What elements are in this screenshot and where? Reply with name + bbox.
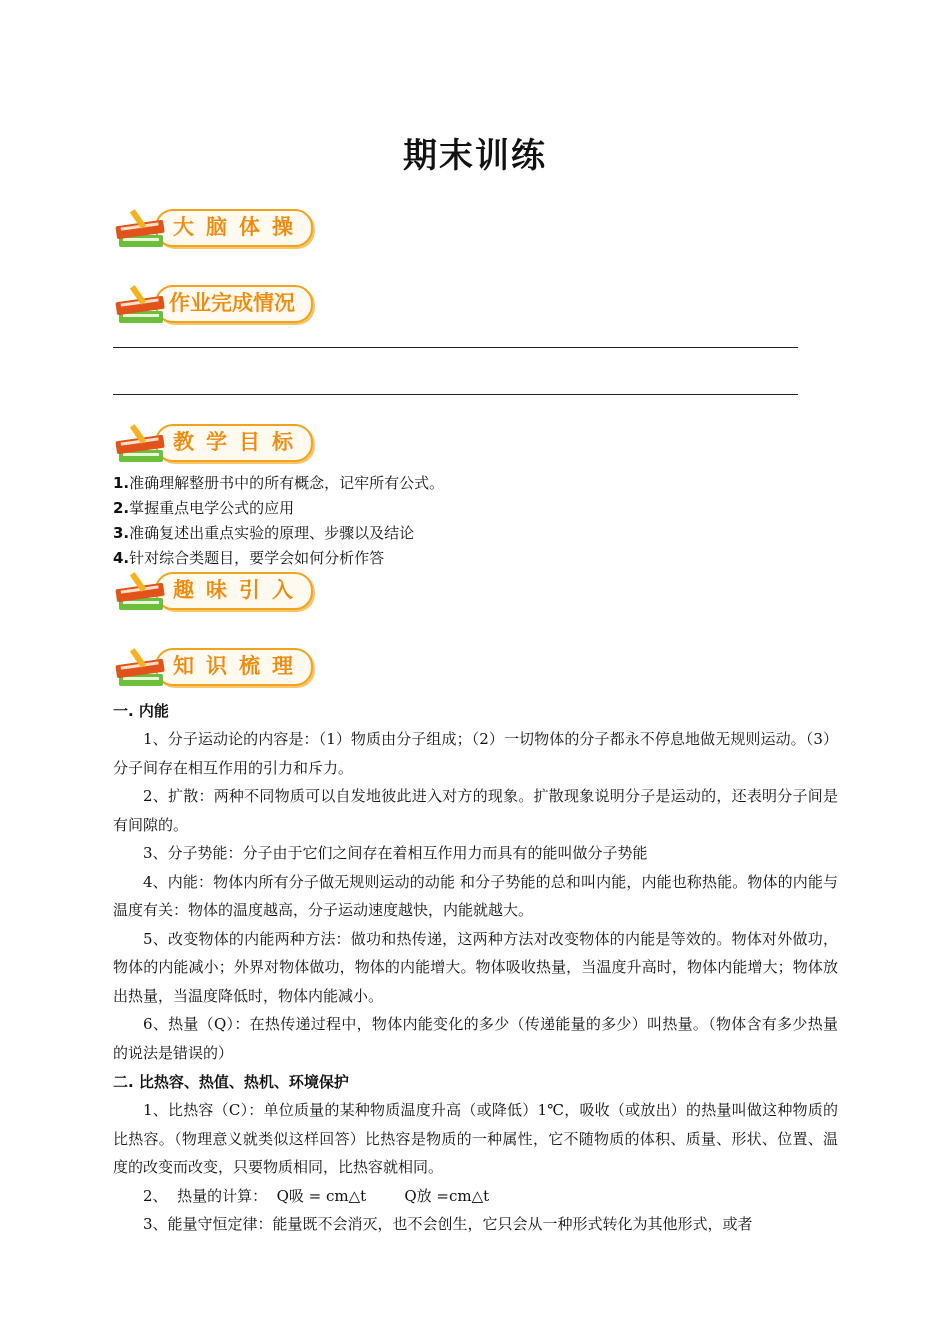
section-banner-goals [113, 420, 313, 470]
fill-in-line [113, 347, 798, 348]
books-icon [113, 644, 173, 694]
books-icon [113, 205, 173, 255]
section-heading: 二. 比热容、热值、热机、环境保护 [113, 1073, 349, 1091]
banner-label: 教学目标 [173, 430, 305, 454]
books-icon [113, 281, 173, 331]
page-title: 期末训练 [403, 136, 547, 176]
fill-in-line [113, 394, 798, 395]
books-icon [113, 568, 173, 618]
goal-item: 3.准确复述出重点实验的原理、步骤以及结论 [113, 524, 415, 542]
section-banner-brain [113, 205, 313, 255]
paragraph: 3、分子势能：分子由于它们之间存在着相互作用力而具有的能叫做分子势能 [143, 844, 648, 862]
paragraph: 4、内能：物体内所有分子做无规则运动的动能 和分子势能的总和叫内能，内能也称热能。物体的内能与温度有关：物体的温度越高，分子运动速度越快，内能就越大。 [113, 872, 838, 919]
section-body [113, 725, 838, 1067]
paragraph: 6、热量（Q）：在热传递过程中，物体内能变化的多少（传递能量的多少）叫热量。（物体含有多少热量的说法是错误的） [113, 1015, 838, 1062]
books-icon [113, 420, 173, 470]
paragraph: 1、比热容（C）：单位质量的某种物质温度升高（或降低）1℃，吸收（或放出）的热量叫做这种物质的比热容。（物理意义就类似这样回答）比热容是物质的一种属性，它不随物质的体积、质量、形状、位置、温度的改变而改变，只要物质相同，比热容就相同。 [113, 1101, 838, 1176]
section-banner-knowledge [113, 644, 313, 694]
banner-label: 知识梳理 [173, 654, 305, 678]
banner-label: 趣味引入 [173, 578, 305, 602]
section-body [113, 1096, 838, 1239]
paragraph: 3、能量守恒定律：能量既不会消灭，也不会创生，它只会从一种形式转化为其他形式，或者 [143, 1215, 753, 1233]
section-heading: 一. 内能 [113, 702, 169, 720]
goal-item: 2.掌握重点电学公式的应用 [113, 499, 295, 517]
paragraph: 1、分子运动论的内容是：（1）物质由分子组成；（2）一切物体的分子都永不停息地做无规则运动。（3）分子间存在相互作用的引力和斥力。 [113, 730, 838, 777]
goal-item: 1.准确理解整册书中的所有概念，记牢所有公式。 [113, 474, 445, 492]
goal-item: 4.针对综合类题目，要学会如何分析作答 [113, 549, 385, 567]
banner-label: 作业完成情况 [169, 291, 295, 315]
banner-label: 大脑体操 [173, 215, 305, 239]
section-banner-intro [113, 568, 313, 618]
section-banner-homework [113, 281, 313, 331]
paragraph: 5、改变物体的内能两种方法：做功和热传递，这两种方法对改变物体的内能是等效的。物体对外做功，物体的内能减小；外界对物体做功，物体的内能增大。物体吸收热量，当温度升高时，物体内能增大；物体放出热量，当温度降低时，物体内能减小。 [113, 929, 838, 1005]
paragraph: 2、 热量的计算： Q吸 = cm△t Q放 =cm△t [143, 1186, 490, 1205]
paragraph: 2、扩散：两种不同物质可以自发地彼此进入对方的现象。扩散现象说明分子是运动的，还表明分子间是有间隙的。 [113, 787, 838, 834]
